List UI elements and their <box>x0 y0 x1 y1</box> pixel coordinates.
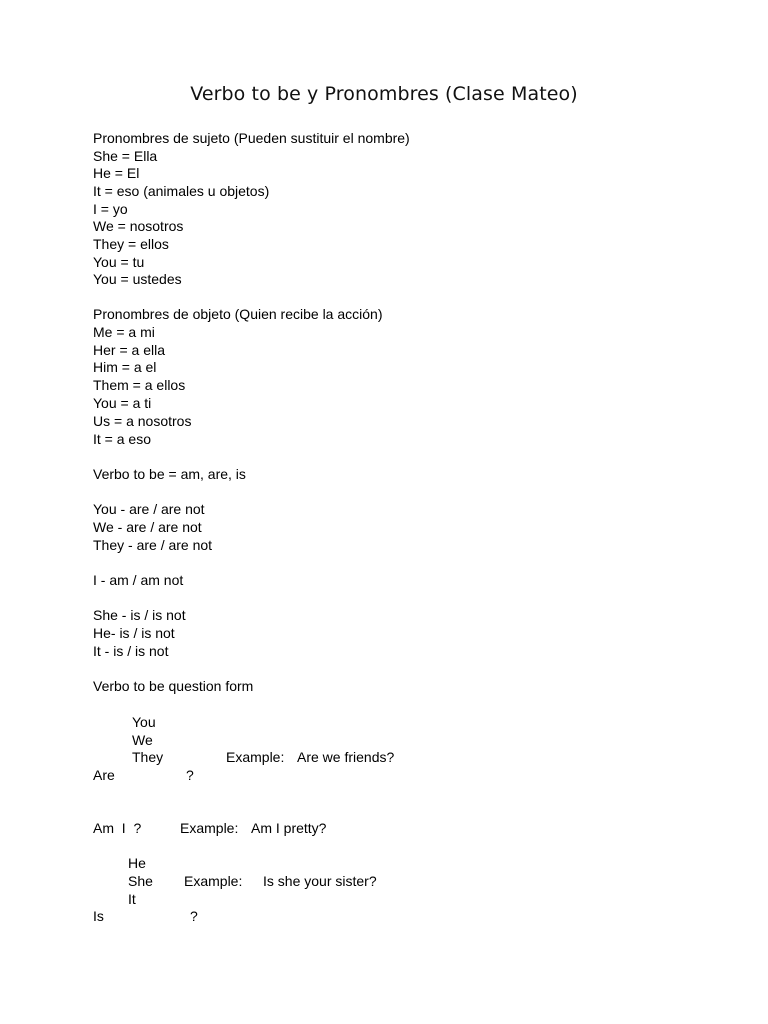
subject-pronoun-line: You = tu <box>93 254 145 270</box>
object-pronoun-line: You = a ti <box>93 395 152 411</box>
first-person-line: I - am / am not <box>93 572 184 588</box>
question-pronoun: It <box>128 891 136 907</box>
question-mark: ? <box>190 908 198 924</box>
example-sentence: Am I pretty? <box>251 820 327 836</box>
plural-form-line: We - are / are not <box>93 519 202 535</box>
plural-form-line: They - are / are not <box>93 537 213 553</box>
subject-pronoun-line: You = ustedes <box>93 271 182 287</box>
object-pronoun-line: Them = a ellos <box>93 377 186 393</box>
example-sentence: Is she your sister? <box>263 873 377 889</box>
subject-pronoun-line: We = nosotros <box>93 218 184 234</box>
example-label: Example: <box>184 873 243 889</box>
singular-form-line: She - is / is not <box>93 607 186 623</box>
singular-form-line: He- is / is not <box>93 625 175 641</box>
question-pronoun: You <box>132 714 156 730</box>
question-pronoun: We <box>132 732 153 748</box>
object-pronoun-line: It = a eso <box>93 431 151 447</box>
subject-pronoun-line: They = ellos <box>93 236 169 252</box>
example-label: Example: <box>226 749 285 765</box>
subject-pronouns-heading: Pronombres de sujeto (Pueden sustituir el nombre) <box>93 130 410 146</box>
page-title: Verbo to be y Pronombres (Clase Mateo) <box>190 83 578 105</box>
question-pronoun: They <box>132 749 164 765</box>
question-form-heading: Verbo to be question form <box>93 678 254 694</box>
question-am-line: Am I ? <box>93 820 142 836</box>
question-pronoun: He <box>128 855 146 871</box>
object-pronoun-line: Him = a el <box>93 359 157 375</box>
question-auxiliary: Is <box>93 908 104 924</box>
subject-pronoun-line: She = Ella <box>93 148 158 164</box>
subject-pronoun-line: It = eso (animales u objetos) <box>93 183 270 199</box>
singular-form-line: It - is / is not <box>93 643 169 659</box>
object-pronoun-line: Her = a ella <box>93 342 165 358</box>
subject-pronoun-line: He = El <box>93 165 140 181</box>
verb-to-be-line: Verbo to be = am, are, is <box>93 466 246 482</box>
object-pronouns-heading: Pronombres de objeto (Quien recibe la acción) <box>93 306 383 322</box>
example-sentence: Are we friends? <box>297 749 395 765</box>
object-pronoun-line: Me = a mi <box>93 324 155 340</box>
question-auxiliary: Are <box>93 767 115 783</box>
object-pronoun-line: Us = a nosotros <box>93 413 192 429</box>
subject-pronoun-line: I = yo <box>93 201 128 217</box>
question-pronoun: She <box>128 873 153 889</box>
plural-form-line: You - are / are not <box>93 501 205 517</box>
example-label: Example: <box>180 820 239 836</box>
question-mark: ? <box>186 767 194 783</box>
